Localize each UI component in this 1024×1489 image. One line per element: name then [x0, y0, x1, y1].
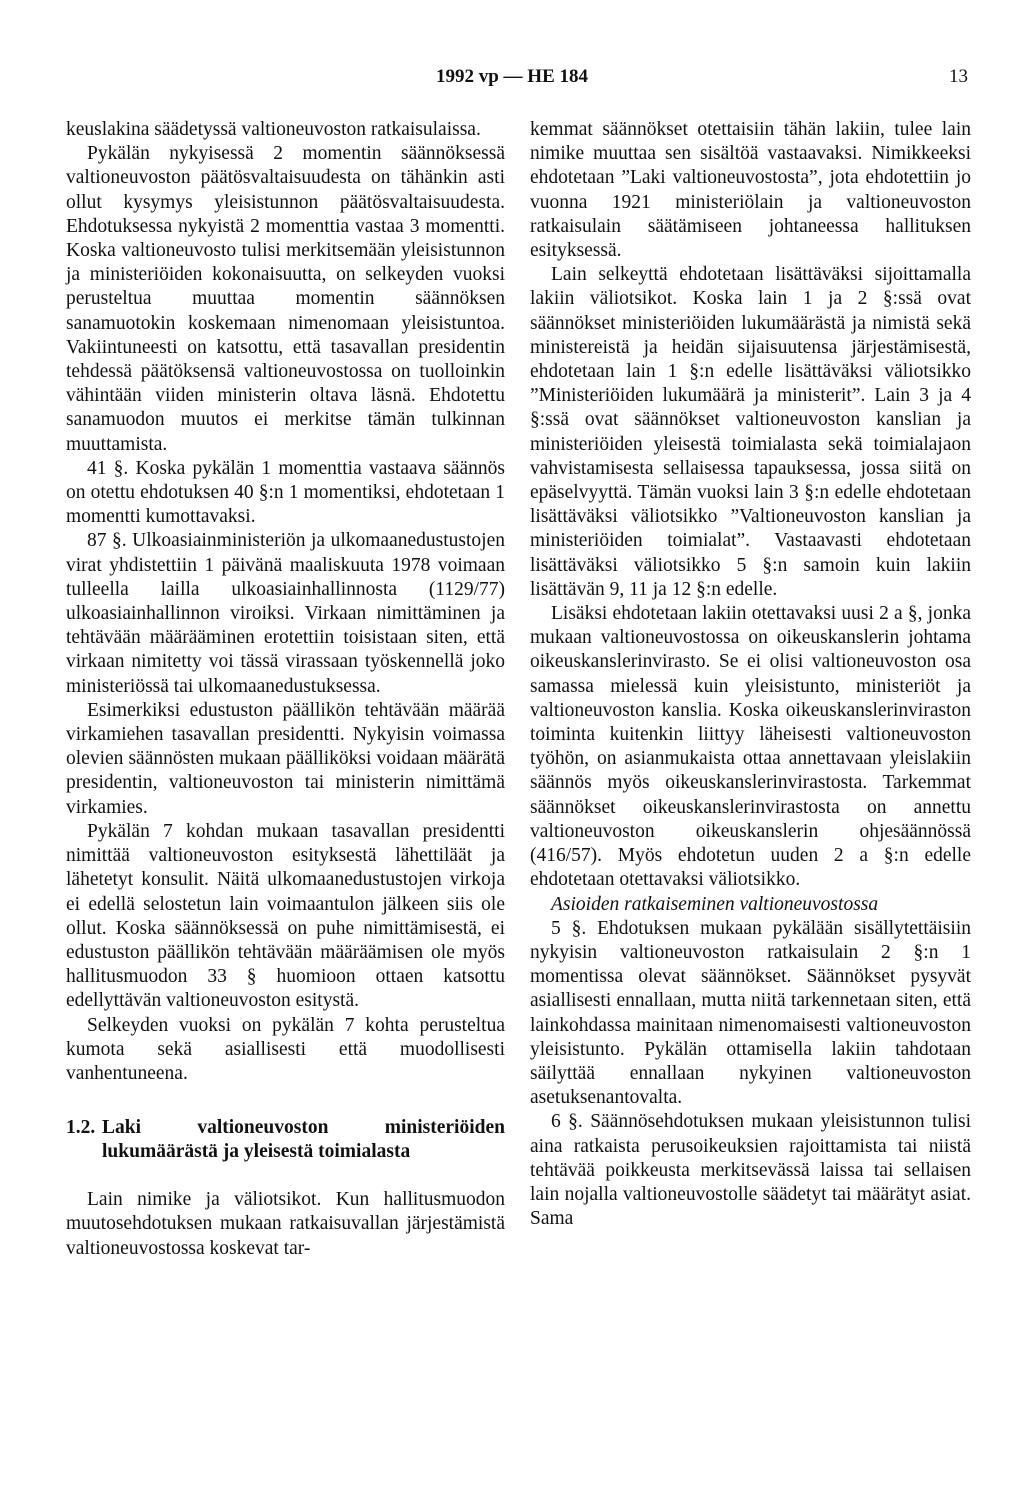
- right-column: [530, 118, 971, 1231]
- paragraph: kemmat säännökset otettaisiin tähän lakiin, tulee lain nimike muuttaa sen sisältöä vastaavaksi. Nimikkeeksi ehdotetaan ”Laki valtioneuvostosta”, jota ehdotettiin jo vuonna 1921 ministeriölain ja valtioneuvoston ratkaisulain säätämiseen johtaneessa hallituksen esityksessä.: [530, 119, 971, 262]
- section-title: Laki valtioneuvoston ministeriöiden lukumäärästä ja yleisestä toimialasta: [102, 1117, 505, 1163]
- paragraph: Selkeyden vuoksi on pykälän 7 kohta perusteltua kumota sekä asiallisesti että muodollisesti vanhentuneena.: [66, 1014, 505, 1084]
- paragraph: keuslakina säädetyssä valtioneuvoston ratkaisulaissa.: [66, 119, 481, 140]
- section-heading: [66, 1116, 505, 1164]
- paragraph: Esimerkiksi edustuston päällikön tehtävään määrää virkamiehen tasavallan presidentti. Nykyisin voimassa olevien säännösten mukaan päälliköksi voidaan määrätä presidentin, valtioneuvoston tai ministerin nimittämä virkamies.: [66, 699, 505, 818]
- paragraph: 6 §. Säännösehdotuksen mukaan yleisistunnon tulisi aina ratkaista perusoikeuksien rajoittamista tai niistä tehtävää poikkeusta merkitsevässä laissa tai sellaisen lain nojalla valtioneuvostolle säädetyt tai määrätyt asiat. Sama: [530, 1111, 971, 1230]
- subheading: Asioiden ratkaiseminen valtioneuvostossa: [551, 893, 879, 915]
- page-header: [0, 66, 1024, 92]
- paragraph: 41 §. Koska pykälän 1 momenttia vastaava säännös on otettu ehdotuksen 40 §:n 1 momentiksi, ehdotetaan 1 momentti kumottavaksi.: [66, 457, 505, 528]
- running-title: 1992 vp — HE 184: [435, 66, 589, 87]
- paragraph: 5 §. Ehdotuksen mukaan pykälään sisällytettäisiin nykyisin valtioneuvoston ratkaisulain 2 §:n 1 momentissa olevat säännökset. Säännökset pysyvät asiallisesti ennallaan, mutta niitä tarkennetaan siten, että lainkohdassa mainitaan nimenomaisesti valtioneuvoston yleisistunto. Pykälän ottamisella lakiin tahdotaan säilyttää ennallaan nykyinen valtioneuvoston asetuksenantovalta.: [530, 917, 971, 1109]
- paragraph: 87 §. Ulkoasiainministeriön ja ulkomaanedustustojen virat yhdistettiin 1 päivänä maaliskuuta 1978 voimaan tulleella lailla ulkoasiainhallinnosta (1129/77) ulkoasiainhallinnon viroiksi. Virkaan nimittäminen ja tehtävään määrääminen erotettiin toisistaan siten, että virkaan nimitetty voi tässä virassaan työskennellä joko ministeriössä tai ulkomaanedustuksessa.: [66, 530, 505, 697]
- paragraph: Lisäksi ehdotetaan lakiin otettavaksi uusi 2 a §, jonka mukaan valtioneuvostossa on oikeuskanslerin johtama oikeuskanslerinvirasto. Se ei olisi valtioneuvoston osa samassa mielessä kuin yleisistunto, ministeriöt ja valtioneuvoston kanslia. Koska oikeuskanslerinviraston toiminta kuitenkin liittyy läheisesti valtioneuvoston työhön, on asianmukaista ottaa annettavaan yleislakiin säännös myös oikeuskanslerinvirastosta. Tarkemmat säännökset oikeuskanslerinvirastosta on annettu valtioneuvoston oikeuskanslerin ohjesäännössä (416/57). Myös ehdotetun uuden 2 a §:n edelle ehdotetaan otettavaksi väliotsikko.: [530, 603, 971, 891]
- paragraph: Pykälän nykyisessä 2 momentin säännöksessä valtioneuvoston päätösvaltaisuudesta on tähänkin asti ollut kysymys yleisistunnon päätösvaltaisuudesta. Ehdotuksessa nykyistä 2 momenttia vastaa 3 momentti. Koska valtioneuvosto tulisi merkitsemään yleisistunnon ja ministeriöiden kokonaisuutta, on selkeyden vuoksi perusteltua muuttaa momentin säännöksen sanamuotokin koskemaan nimenomaan yleisistuntoa. Vakiintuneesti on katsottu, että tasavallan presidentin tehdessä päätöksensä valtioneuvostossa on tuolloinkin vähintään viiden ministerin oltava läsnä. Ehdotettu sanamuodon muutos ei merkitse tämän tulkinnan muuttamista.: [66, 143, 505, 455]
- paragraph: Pykälän 7 kohdan mukaan tasavallan presidentti nimittää valtioneuvoston esityksestä lähettiläät ja lähetetyt konsulit. Näitä ulkomaanedustustojen virkoja ei edellä selostetun lain voimaantulon jälkeen siis ole ollut. Koska säännöksessä on puhe nimittämisestä, ei edustuston päällikön tehtävään määräämisen ole myös hallitusmuodon 33 § huomioon ottaen katsottu edellyttävän valtioneuvoston esitystä.: [66, 820, 505, 1012]
- paragraph: Lain nimike ja väliotsikot. Kun hallitusmuodon muutosehdotuksen mukaan ratkaisuvallan järjestämistä valtioneuvostossa koskevat tar-: [66, 1189, 505, 1259]
- paragraph: Lain selkeyttä ehdotetaan lisättäväksi sijoittamalla lakiin väliotsikot. Koska lain 1 ja 2 §:ssä ovat säännökset ministeriöiden lukumäärästä ja nimistä sekä ministereistä ja heidän sijaisuutensa järjestämisestä, ehdotetaan lain 1 §:n edelle lisättäväksi väliotsikko ”Ministeriöiden lukumäärä ja ministerit”. Lain 3 ja 4 §:ssä ovat säännökset valtioneuvoston kanslian ja ministeriöiden yleisestä toimialasta sekä toimialajaon vahvistamisesta sellaisessa tapauksessa, jossa siitä on epäselvyyttä. Tämän vuoksi lain 3 §:n edelle ehdotetaan lisättäväksi väliotsikko ”Valtioneuvoston kanslian ja ministeriöiden toimialat”. Vastaavasti ehdotetaan lisättäväksi väliotsikko 5 §:n samoin kuin lakiin lisättävän 9, 11 ja 12 §:n edelle.: [530, 264, 971, 600]
- page-number: 13: [949, 66, 968, 87]
- left-column: [66, 118, 505, 1261]
- section-number: 1.2.: [66, 1117, 96, 1139]
